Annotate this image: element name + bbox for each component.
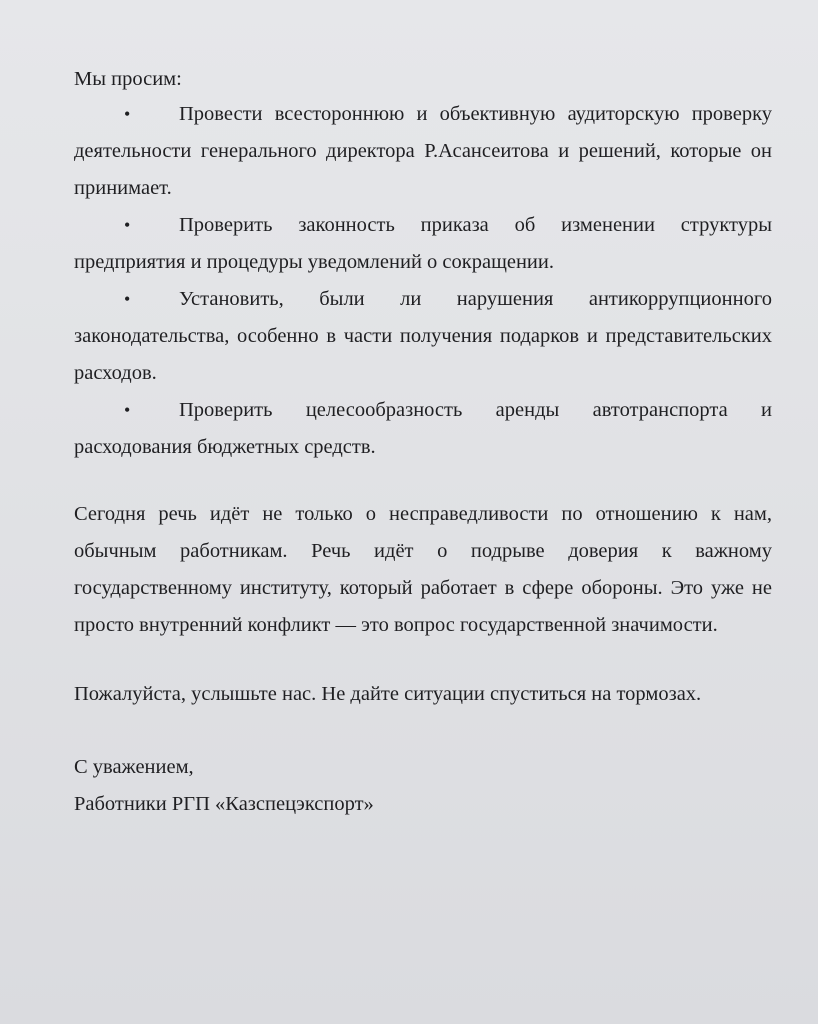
bullet-icon: • bbox=[124, 215, 131, 235]
request-item-4 bbox=[74, 392, 772, 466]
closing-block bbox=[74, 749, 772, 823]
intro-line: Мы просим: bbox=[74, 68, 182, 90]
bullet-icon: • bbox=[124, 289, 131, 309]
request-item-text: Установить, были ли нарушения антикоррупционного законодательства, особенно в части получения подарков и представительских расходов. bbox=[74, 288, 772, 384]
bullet-icon: • bbox=[124, 104, 131, 124]
request-item-2 bbox=[74, 207, 772, 281]
request-item-1 bbox=[74, 96, 772, 207]
closing-salutation: С уважением, bbox=[74, 756, 194, 778]
request-item-3 bbox=[74, 281, 772, 392]
request-item-text: Провести всестороннюю и объективную аудиторскую проверку деятельности генерального директора Р.Асансеитова и решений, которые он принимает. bbox=[74, 103, 772, 199]
request-item-text: Проверить законность приказа об изменении структуры предприятия и процедуры уведомлений о сокращении. bbox=[74, 214, 772, 273]
request-list bbox=[74, 96, 772, 466]
bullet-icon: • bbox=[124, 400, 131, 420]
signature: Работники РГП «Казспецэкспорт» bbox=[74, 793, 374, 815]
body-paragraph-2: Пожалуйста, услышьте нас. Не дайте ситуации спуститься на тормозах. bbox=[74, 683, 702, 705]
body-paragraph-1: Сегодня речь идёт не только о несправедливости по отношению к нам, обычным работникам. Речь идёт о подрыве доверия к важному государственному институту, который работает в сфере обороны. Это уже не просто внутренний конфликт — это вопрос государственной значимости. bbox=[74, 503, 772, 636]
request-item-text: Проверить целесообразность аренды автотранспорта и расходования бюджетных средств. bbox=[74, 399, 772, 458]
